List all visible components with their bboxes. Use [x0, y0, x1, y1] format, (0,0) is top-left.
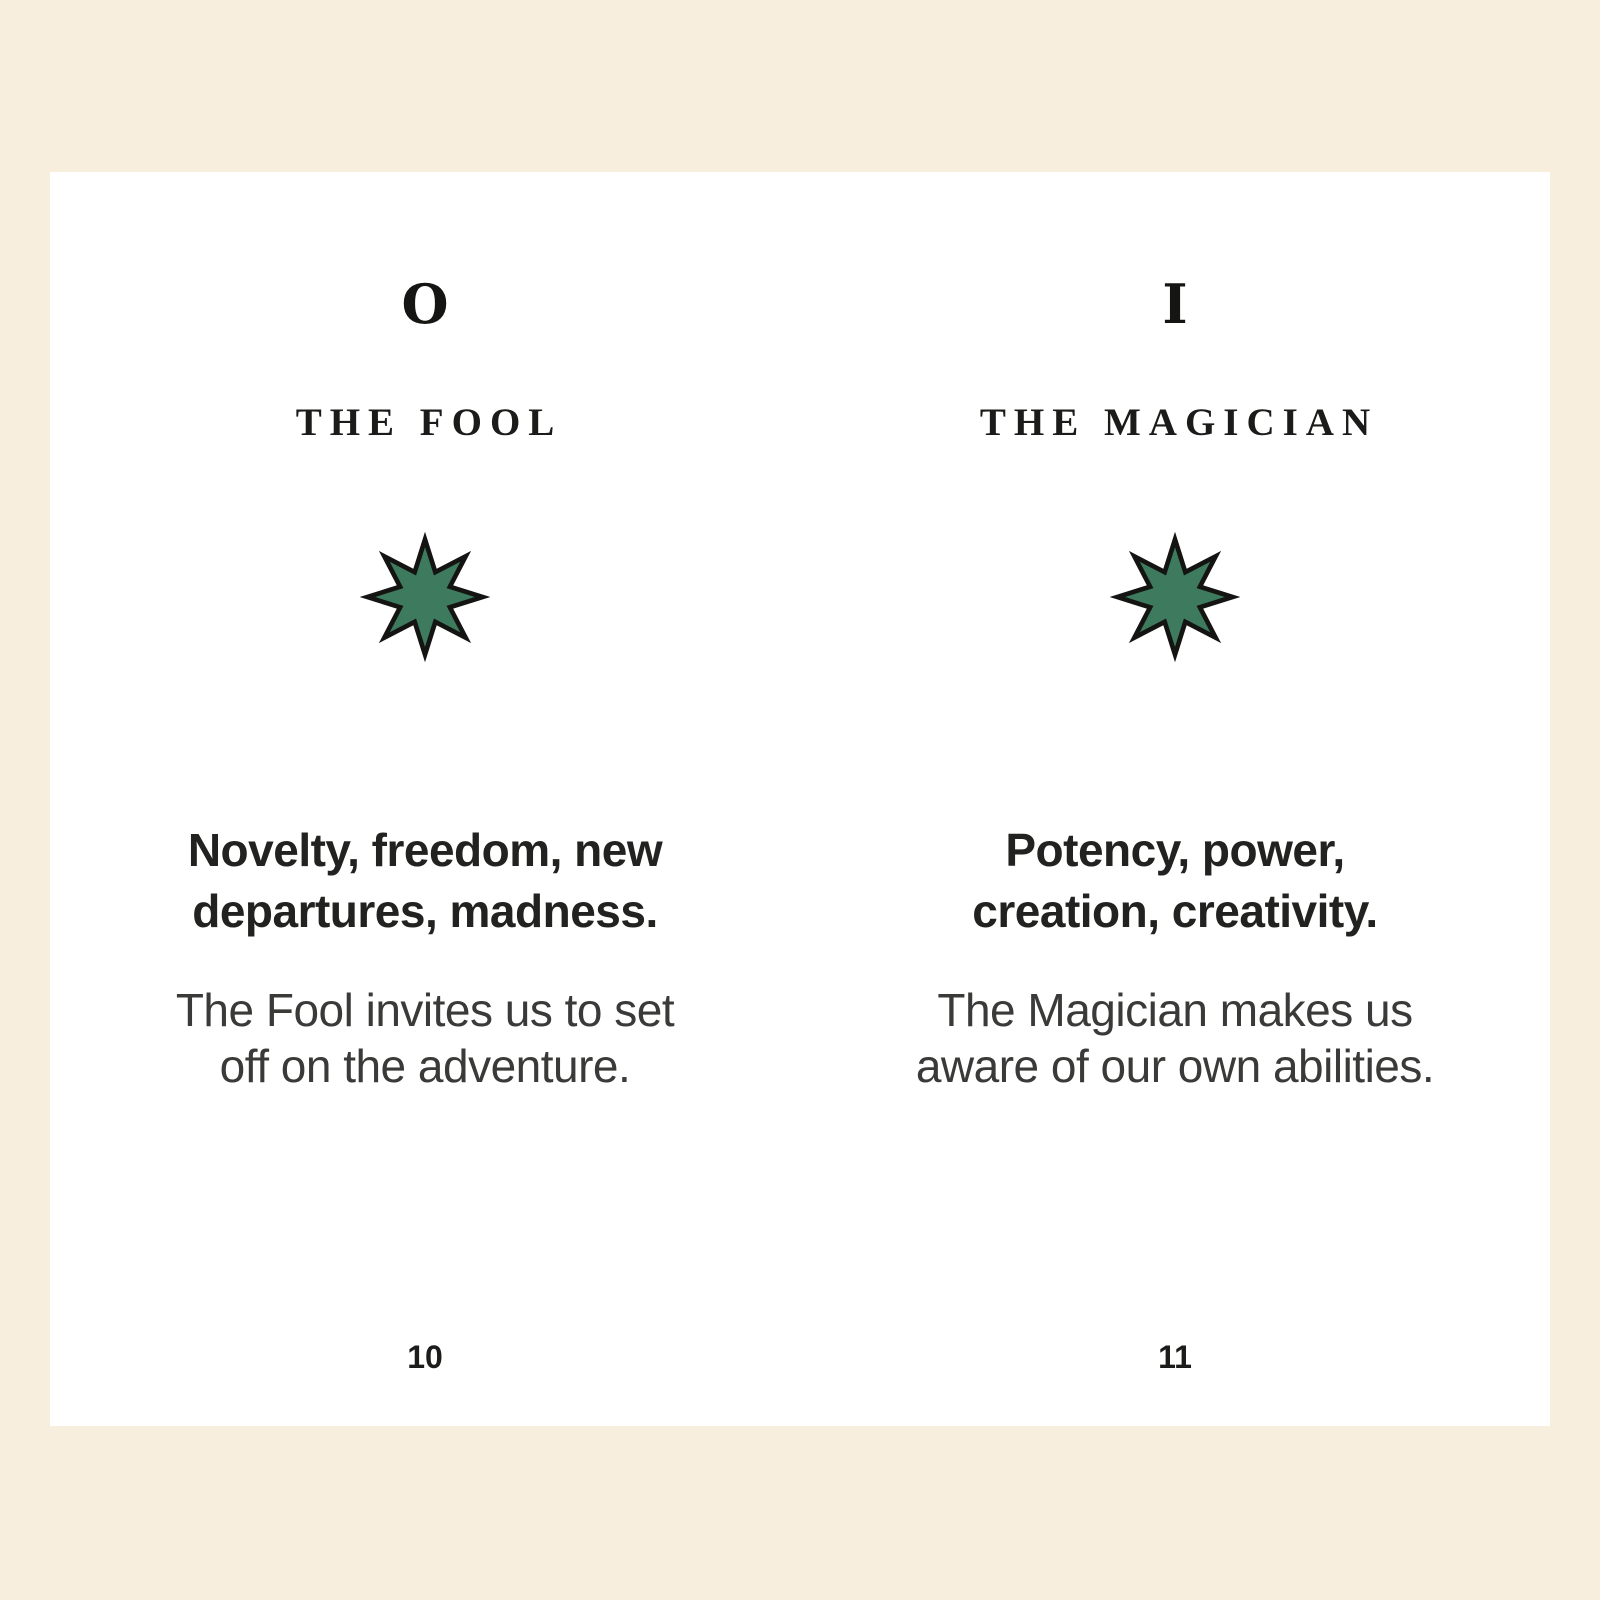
card-title: THE FOOL: [295, 401, 563, 444]
card-keywords: [972, 820, 1377, 941]
card-title: THE MAGICIAN: [979, 401, 1379, 444]
description-line: aware of our own abilities.: [915, 1039, 1435, 1092]
page-number: 11: [1158, 1339, 1192, 1375]
book-spread: [50, 172, 1550, 1426]
description-line: off on the adventure.: [219, 1039, 631, 1092]
page-left-the-fool: [50, 172, 800, 1426]
keywords-line: departures, madness.: [192, 884, 658, 937]
star-shape: [1117, 539, 1232, 654]
eight-point-star-icon: [1110, 532, 1240, 662]
keywords-line: Potency, power,: [1005, 824, 1345, 876]
card-numeral: I: [1162, 272, 1188, 336]
keywords-line: creation, creativity.: [972, 884, 1378, 937]
page-number: 10: [407, 1339, 443, 1375]
keywords-line: Novelty, freedom, new: [187, 824, 663, 876]
card-keywords: [188, 820, 662, 941]
card-description: [176, 983, 674, 1093]
eight-point-star-icon: [360, 532, 490, 662]
page-right-the-magician: [800, 172, 1550, 1426]
description-line: The Fool invites us to set: [175, 984, 675, 1037]
description-line: The Magician makes us: [937, 984, 1413, 1037]
card-numeral: O: [401, 272, 449, 336]
card-description: [916, 983, 1434, 1093]
star-shape: [367, 539, 482, 654]
